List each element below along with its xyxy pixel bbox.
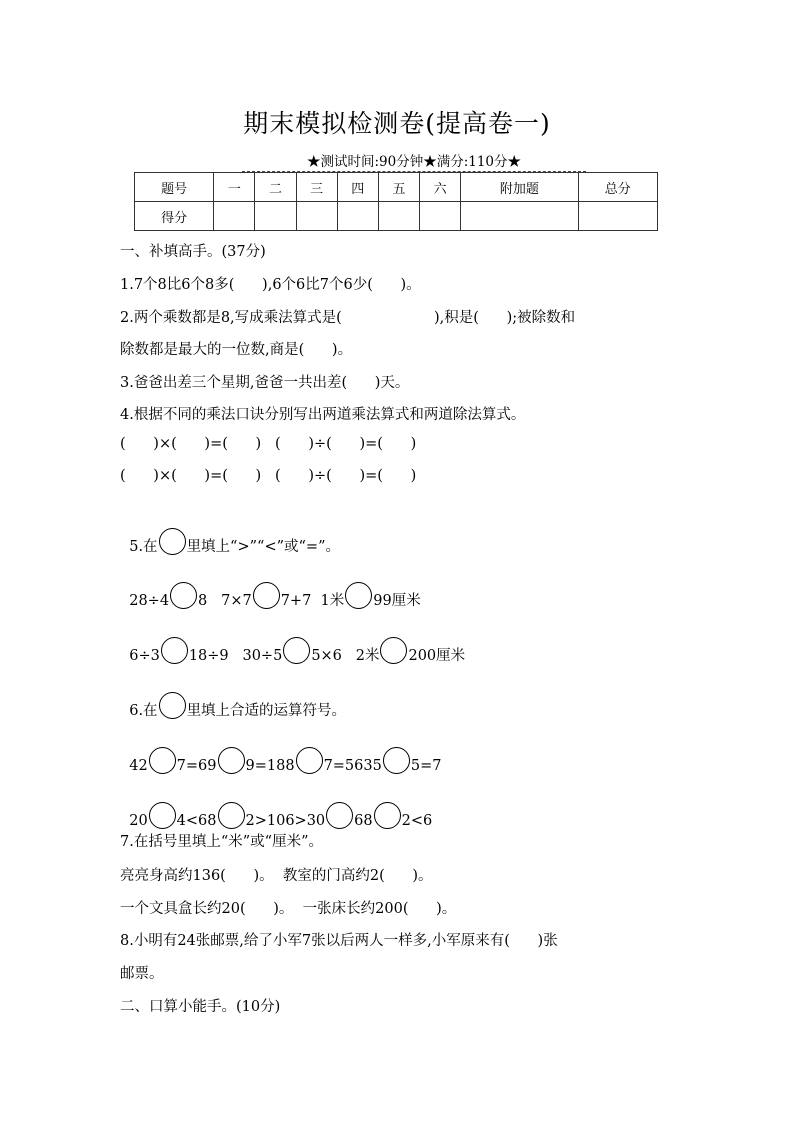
score-cell[interactable]	[461, 202, 578, 231]
expr: 200厘米	[408, 648, 466, 664]
expr: 7=5635	[323, 758, 382, 774]
question-5-prefix: 5.在	[129, 539, 158, 555]
question-5-row1	[120, 566, 421, 610]
score-row-label: 得分	[135, 202, 214, 231]
question-5-suffix: 里填上“>”“<”或“=”。	[186, 539, 340, 555]
score-table-header-row	[135, 173, 658, 202]
expr: 5×6 2米	[311, 648, 380, 664]
question-4-row1: ( )×( )=( ) ( )÷( )=( )	[120, 436, 417, 452]
answer-circle[interactable]	[218, 747, 245, 774]
expr: 2<6	[401, 813, 433, 829]
score-header-cell: 总分	[578, 173, 657, 202]
question-3: 3.爸爸出差三个星期,爸爸一共出差( )天。	[120, 375, 410, 391]
section2-heading: 二、口算小能手。(10分)	[120, 999, 281, 1015]
answer-circle[interactable]	[345, 582, 372, 609]
score-cell[interactable]	[420, 202, 461, 231]
question-6-row2	[120, 786, 432, 829]
expr: 68	[354, 813, 373, 829]
answer-circle[interactable]	[296, 747, 323, 774]
question-6-prefix: 6.在	[129, 703, 158, 719]
answer-circle[interactable]	[374, 802, 401, 829]
answer-circle[interactable]	[326, 802, 353, 829]
score-header-cell: 一	[214, 173, 255, 202]
score-cell[interactable]	[578, 202, 657, 231]
answer-circle[interactable]	[149, 747, 176, 774]
score-cell[interactable]	[337, 202, 378, 231]
score-table-score-row	[135, 202, 658, 231]
score-header-cell: 附加题	[461, 173, 578, 202]
question-6	[120, 676, 346, 720]
question-2-line1: 2.两个乘数都是8,写成乘法算式是( ),积是( );被除数和	[120, 310, 576, 326]
question-6-row1	[120, 731, 441, 774]
answer-circle[interactable]	[253, 582, 280, 609]
blank-circle-icon	[159, 692, 186, 719]
expr: 6÷3	[129, 648, 160, 664]
question-8-line1: 8.小明有24张邮票,给了小军7张以后两人一样多,小军原来有( )张	[120, 933, 558, 949]
question-7-line1: 亮亮身高约136( )。 教室的门高约2( )。	[120, 868, 433, 884]
question-5-row2	[120, 621, 465, 665]
answer-circle[interactable]	[380, 637, 407, 664]
score-header-cell: 二	[255, 173, 296, 202]
expr: 42	[129, 758, 148, 774]
expr: 8 7×7	[198, 593, 252, 609]
score-cell[interactable]	[214, 202, 255, 231]
test-info: ★测试时间:90分钟★满分:110分★	[242, 150, 586, 172]
score-table	[134, 172, 658, 231]
answer-circle[interactable]	[383, 747, 410, 774]
score-cell[interactable]	[296, 202, 337, 231]
question-4: 4.根据不同的乘法口诀分别写出两道乘法算式和两道除法算式。	[120, 407, 526, 423]
answer-circle[interactable]	[283, 637, 310, 664]
answer-circle[interactable]	[161, 637, 188, 664]
score-header-cell: 六	[420, 173, 461, 202]
expr: 4<68	[176, 813, 217, 829]
answer-circle[interactable]	[218, 802, 245, 829]
page-title: 期末模拟检测卷(提高卷一)	[243, 109, 551, 138]
expr: 5=7	[410, 758, 442, 774]
question-6-suffix: 里填上合适的运算符号。	[186, 703, 347, 719]
expr: 18÷9 30÷5	[188, 648, 283, 664]
score-header-cell: 四	[337, 173, 378, 202]
score-header-cell: 题号	[135, 173, 214, 202]
expr: 99厘米	[373, 593, 421, 609]
answer-circle[interactable]	[170, 582, 197, 609]
question-1: 1.7个8比6个8多( ),6个6比7个6少( )。	[120, 277, 421, 293]
question-8-line2: 邮票。	[120, 966, 164, 982]
question-2-line2: 除数都是最大的一位数,商是( )。	[120, 342, 353, 358]
score-cell[interactable]	[378, 202, 419, 231]
score-header-cell: 三	[296, 173, 337, 202]
question-7: 7.在括号里填上“米”或“厘米”。	[120, 834, 323, 850]
expr: 2>106>30	[245, 813, 326, 829]
expr: 7+7 1米	[280, 593, 345, 609]
question-4-row2: ( )×( )=( ) ( )÷( )=( )	[120, 468, 417, 484]
expr: 20	[129, 813, 148, 829]
expr: 9=188	[245, 758, 295, 774]
question-7-line2: 一个文具盒长约20( )。 一张床长约200( )。	[120, 901, 457, 917]
score-cell[interactable]	[255, 202, 296, 231]
score-header-cell: 五	[378, 173, 419, 202]
question-5	[120, 512, 340, 556]
blank-circle-icon	[159, 528, 186, 555]
expr: 28÷4	[129, 593, 170, 609]
answer-circle[interactable]	[149, 802, 176, 829]
expr: 7=69	[176, 758, 217, 774]
section1-heading: 一、补填高手。(37分)	[120, 244, 266, 260]
